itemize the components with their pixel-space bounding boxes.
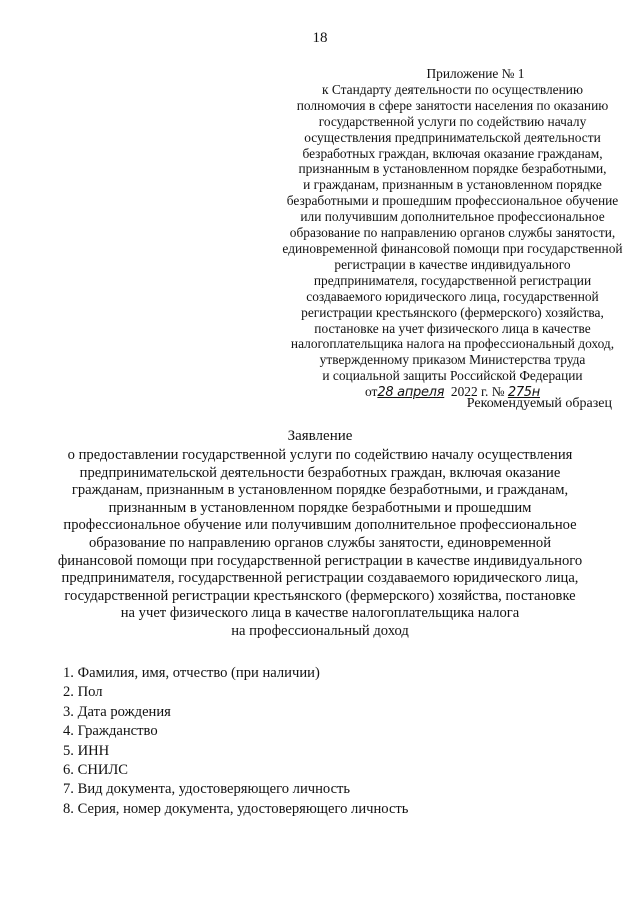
statement-line: гражданам, признанным в установленном порядке безработными, и гражданам, (71, 482, 569, 499)
appendix-line: и социальной защиты Российской Федерации (322, 368, 583, 384)
appendix-line: полномочия в сфере занятости населения по оказанию (296, 97, 609, 113)
appendix-line: постановке на учет физического лица в качестве (314, 320, 591, 336)
appendix-line: государственной услуги по содействию началу (318, 113, 587, 129)
statement-line: финансовой помощи при государственной регистрации в качестве индивидуального (57, 552, 583, 569)
handwritten-order-number: 275н (507, 385, 540, 401)
statement-subtitle (40, 447, 600, 641)
field-id-document-number: 8. Серия, номер документа, удостоверяющего личность (63, 800, 409, 817)
appendix-title: Приложение № 1 (426, 66, 525, 81)
appendix-line: к Стандарту деятельности по осуществлению (322, 81, 583, 97)
appendix-line: налогоплательщика налога на профессиональный доход, (290, 336, 615, 352)
appendix-line: безработными и прошедшим профессиональное обучение (286, 193, 619, 209)
appendix-line: безработных граждан, включая оказание гражданам, (302, 145, 603, 161)
handwritten-date: 28 апреля (377, 385, 445, 401)
statement-title: Заявление (287, 428, 353, 444)
statement-line: профессиональное обучение или получившим дополнительное профессиональное (63, 517, 577, 534)
appendix-line: предпринимателя, государственной регистрации (313, 272, 592, 288)
statement-line: предпринимательской деятельности безработных граждан, включая оказание (79, 464, 561, 481)
statement-line: на учет физического лица в качестве налогоплательщика налога (120, 605, 520, 622)
appendix-line: регистрации в качестве индивидуального (334, 256, 571, 272)
field-inn: 5. ИНН (63, 742, 110, 759)
date-prefix: от (365, 384, 378, 400)
field-citizenship: 4. Гражданство (63, 723, 158, 740)
recommended-sample-label: Рекомендуемый образец (466, 396, 612, 411)
appendix-line: создаваемого юридического лица, государственной (306, 288, 599, 304)
appendix-header (280, 66, 625, 401)
appendix-line: образование по направлению органов службы занятости, (289, 225, 616, 241)
statement-line: признанным в установленном порядке безработными и прошедшим (108, 499, 532, 516)
field-birth-date: 3. Дата рождения (63, 703, 171, 720)
field-id-document-type: 7. Вид документа, удостоверяющего личность (63, 781, 351, 798)
appendix-line: единовременной финансовой помощи при государственной (282, 240, 623, 256)
statement-line: о предоставлении государственной услуги по содействию началу осуществления (67, 447, 573, 463)
appendix-line: признанным в установленном порядке безработными, (298, 161, 607, 177)
statement-line: предпринимателя, государственной регистрации создаваемого юридического лица, (61, 570, 579, 587)
appendix-line: осуществления предпринимательской деятельности (304, 129, 601, 145)
page-number: 18 (312, 30, 328, 46)
appendix-line: или получившим дополнительное профессиональное (300, 209, 605, 225)
appendix-line: утвержденному приказом Министерства труда (319, 352, 586, 368)
appendix-line: регистрации крестьянского (фермерского) хозяйства, (301, 304, 604, 320)
field-full-name: 1. Фамилия, имя, отчество (при наличии) (63, 665, 320, 681)
field-sex: 2. Пол (63, 684, 103, 701)
field-snils: 6. СНИЛС (63, 761, 129, 778)
statement-line: образование по направлению органов службы занятости, единовременной (88, 534, 552, 551)
form-fields-list (63, 664, 623, 819)
statement-line: государственной регистрации крестьянского (фермерского) хозяйства, постановке (64, 587, 576, 604)
appendix-line: и гражданам, признанным в установленном порядке (303, 177, 602, 193)
statement-line: на профессиональный доход (231, 622, 409, 639)
date-year: 2022 г. № (450, 384, 505, 400)
